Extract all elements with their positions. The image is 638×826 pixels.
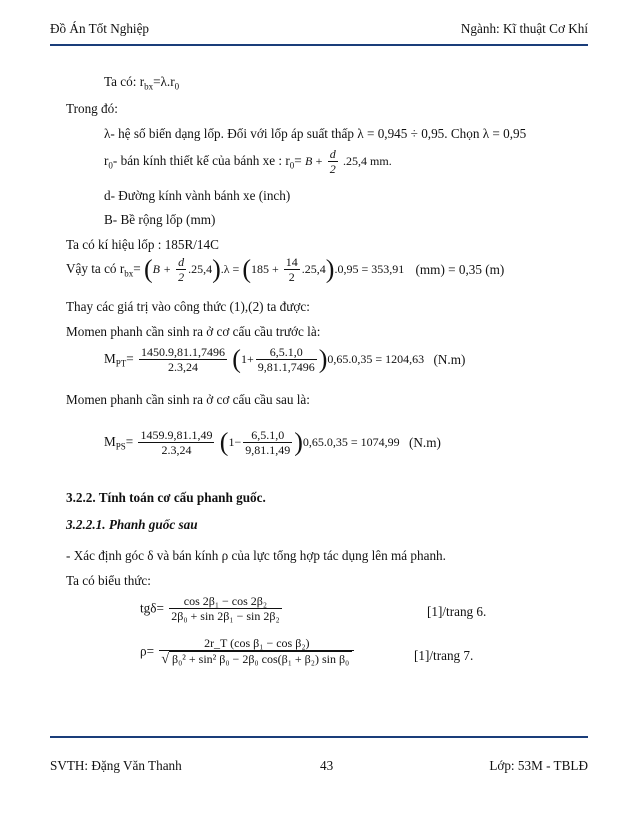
equation-mpt: $M_{PT}=$ $\frac{1450.9,81.1,7496}{2.3,24}$ (1+ $\frac{6,5.1,0}{9,81.1,7496}$ )0,65.0,35 = 1204,63 (N.m) bbox=[104, 344, 466, 374]
line-momen-truoc: Momen phanh cần sinh ra ở cơ cấu cầu trước là: bbox=[66, 324, 321, 339]
heading-3-2-2-1: 3.2.2.1. Phanh guốc sau bbox=[66, 517, 198, 532]
line-rbx-value: Vậy ta có $r_{bx}= (B$ + $\frac{d}{2}$ .25,4).λ = (185 + $\frac{14}{2}$ .25,4).0,95 = 353,91 (mm) = 0,35 (m) bbox=[66, 254, 505, 284]
line-B: B- Bề rộng lốp (mm) bbox=[104, 212, 216, 227]
line-d: d- Đường kính vành bánh xe (inch) bbox=[104, 188, 291, 203]
footer-rule bbox=[50, 736, 588, 738]
page-header bbox=[50, 21, 588, 41]
line-ta-co-rbx: Ta có: $r_{bx}=\lambda.r_0$ bbox=[104, 74, 180, 92]
line-xac-dinh-goc: - Xác định góc δ và bán kính ρ của lực tổng hợp tác dụng lên má phanh. bbox=[66, 548, 446, 563]
equation-tg-delta: tgδ= $\frac{\text{cos 2β₁ − cos 2β₂}}{\text{2β₀ + sin 2β₁ − sin 2β₂}}$ bbox=[140, 594, 280, 623]
page-footer bbox=[50, 758, 588, 778]
line-thay-gia-tri: Thay các giá trị vào công thức (1),(2) ta được: bbox=[66, 299, 310, 314]
header-left: Đồ Án Tốt Nghiệp bbox=[50, 21, 150, 36]
line-trong-do: Trong đó: bbox=[66, 101, 118, 116]
line-lambda: λ- hệ số biến dạng lốp. Đối với lốp áp suất thấp λ = 0,945 ÷ 0,95. Chọn λ = 0,95 bbox=[104, 126, 527, 141]
line-ki-hieu-lop: Ta có kí hiệu lốp : 185R/14C bbox=[66, 237, 219, 252]
heading-3-2-2: 3.2.2. Tính toán cơ cấu phanh guốc. bbox=[66, 490, 266, 505]
page-number: 43 bbox=[320, 758, 334, 773]
ref-trang-6: [1]/trang 6. bbox=[427, 604, 487, 619]
header-rule bbox=[50, 44, 588, 46]
line-momen-sau: Momen phanh cần sinh ra ở cơ cấu cầu sau là: bbox=[66, 392, 310, 407]
ref-trang-7: [1]/trang 7. bbox=[414, 648, 474, 663]
footer-right: Lớp: 53M - TBLĐ bbox=[489, 758, 588, 773]
line-r0: $r_0-$ bán kính thiết kế của bánh xe : $r_0= B$ + $\frac{d}{2}$ .25,4 mm. bbox=[104, 147, 392, 176]
line-bieu-thuc: Ta có biểu thức: bbox=[66, 573, 151, 588]
equation-rho: ρ= $\frac{\text{2r\_T (cos β₁ − cos β₂)}}{\text{√ β₀² + sin² β₀ − 2β₀ cos(β₁ + β₂) sin β₀}}$ bbox=[140, 636, 356, 667]
footer-left: SVTH: Đặng Văn Thanh bbox=[50, 758, 182, 773]
header-right: Ngành: Kĩ thuật Cơ Khí bbox=[460, 21, 588, 36]
equation-mps: $M_{PS}=$ $\frac{1459.9,81.1,49}{2.3,24}$ (1− $\frac{6,5.1,0}{9,81.1,49}$ )0,65.0,35 = 1074,99 (N.m) bbox=[104, 427, 441, 457]
